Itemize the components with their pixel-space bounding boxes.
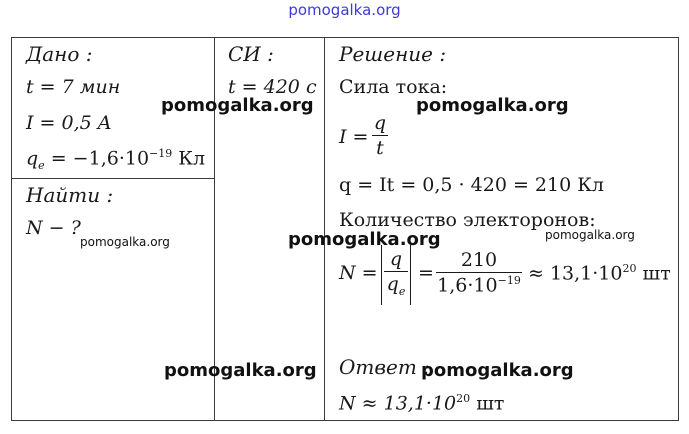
charge-symbol: q bbox=[26, 147, 39, 170]
table-left-border bbox=[11, 37, 12, 421]
n-den-exponent: −19 bbox=[497, 274, 521, 287]
current-formula-left: I = bbox=[339, 126, 369, 148]
charge-calculation: q = It = 0,5 · 420 = 210 Кл bbox=[339, 174, 604, 196]
charge-value: = −1,6·10 bbox=[44, 147, 150, 170]
n-fraction bbox=[436, 249, 522, 296]
charge-subscript: e bbox=[38, 159, 45, 173]
equals-sign: = bbox=[418, 262, 434, 284]
current-label: Сила тока: bbox=[339, 76, 448, 98]
n-den-value: 1,6·10 bbox=[437, 274, 498, 297]
watermark: pomogalka.org bbox=[80, 235, 170, 249]
fraction-bar bbox=[372, 135, 388, 136]
current-fraction-num: q bbox=[373, 112, 387, 134]
charge-unit: Кл bbox=[172, 147, 206, 170]
abs-den-subscript: e bbox=[398, 284, 406, 298]
abs-bar-right bbox=[410, 245, 411, 305]
abs-den-symbol: q bbox=[386, 273, 399, 295]
fraction-bar bbox=[384, 271, 408, 272]
table-right-border bbox=[678, 37, 679, 421]
watermark: pomogalka.org bbox=[416, 95, 569, 116]
charge-exponent: −19 bbox=[149, 147, 173, 160]
watermark: pomogalka.org bbox=[164, 360, 317, 381]
row-divider-find bbox=[11, 178, 215, 179]
abs-fraction-num: q bbox=[389, 248, 403, 270]
site-url: pomogalka.org bbox=[288, 1, 401, 19]
n-fraction-num: 210 bbox=[460, 249, 498, 271]
abs-fraction bbox=[384, 248, 408, 298]
watermark: pomogalka.org bbox=[421, 360, 574, 381]
table-top-border bbox=[11, 37, 679, 38]
find-n: N − ? bbox=[26, 217, 81, 239]
watermark: pomogalka.org bbox=[288, 229, 441, 250]
si-header: СИ : bbox=[228, 42, 274, 66]
si-time: t = 420 с bbox=[228, 76, 317, 98]
watermark: pomogalka.org bbox=[161, 95, 314, 116]
current-fraction-den: t bbox=[376, 137, 384, 159]
abs-bar-left bbox=[381, 245, 382, 305]
answer-unit: шт bbox=[470, 392, 505, 415]
electron-count-label: Количество электоронов: bbox=[339, 209, 596, 231]
answer-header: Ответ : bbox=[339, 355, 430, 379]
n-approx-value: ≈ 13,1·10 bbox=[528, 262, 623, 285]
watermark: pomogalka.org bbox=[545, 228, 635, 242]
n-approx-unit: шт bbox=[642, 262, 671, 285]
abs-fraction-den bbox=[384, 273, 408, 298]
answer-exponent: 20 bbox=[456, 392, 471, 405]
n-fraction-den bbox=[436, 274, 522, 296]
table-bottom-border bbox=[11, 420, 679, 421]
given-current: I = 0,5 A bbox=[26, 112, 112, 134]
given-charge bbox=[26, 147, 205, 172]
n-approx-exponent: 20 bbox=[622, 262, 637, 275]
answer-value bbox=[339, 392, 504, 414]
given-header: Дано : bbox=[26, 42, 93, 66]
find-header: Найти : bbox=[26, 183, 114, 207]
answer-number: N ≈ 13,1·10 bbox=[339, 392, 457, 415]
n-formula-left: N = bbox=[339, 262, 378, 284]
current-fraction bbox=[372, 112, 388, 159]
fraction-bar bbox=[436, 272, 522, 273]
given-time: t = 7 мин bbox=[26, 76, 121, 98]
n-approx-result bbox=[528, 262, 671, 284]
solution-header: Решение : bbox=[339, 42, 447, 66]
